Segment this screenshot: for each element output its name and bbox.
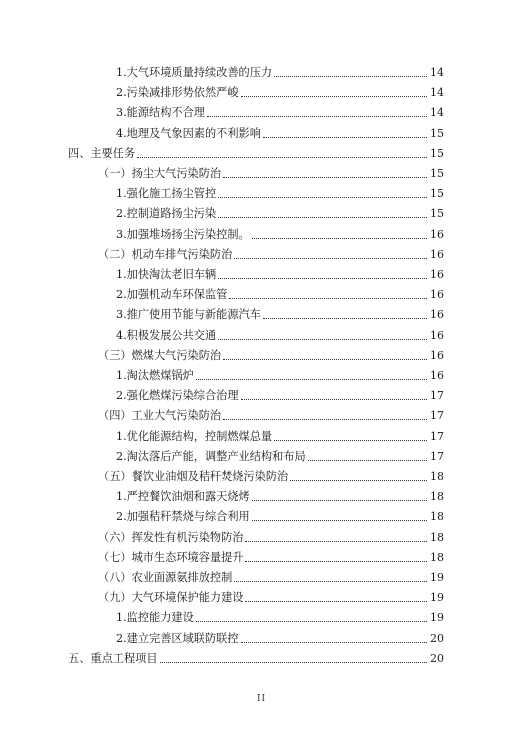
toc-entry-page-number: 18 <box>430 470 444 483</box>
toc-dot-leader <box>252 238 427 239</box>
toc-entry-page-number: 15 <box>430 126 444 140</box>
toc-entry-title: 2.加强机动车环保监管 <box>116 288 228 302</box>
toc-entry[interactable] <box>116 424 444 444</box>
toc-entry-title: （七）城市生态环境容量提升 <box>98 550 244 564</box>
toc-dot-leader <box>252 520 427 521</box>
toc-entry-title: 2.强化燃煤污染综合治理 <box>116 389 239 403</box>
toc-entry-title: 四、主要任务 <box>68 146 136 160</box>
toc-entry[interactable] <box>116 100 444 120</box>
toc-dot-leader <box>241 399 427 400</box>
toc-entry[interactable] <box>68 646 444 666</box>
toc-entry-page-number: 15 <box>430 187 444 201</box>
toc-dot-leader <box>234 581 427 582</box>
toc-entry-title: （二）机动车排气污染防治 <box>98 247 233 261</box>
toc-dot-leader <box>245 561 427 562</box>
toc-dot-leader <box>223 419 427 420</box>
toc-dot-leader <box>207 116 427 117</box>
toc-dot-leader <box>274 440 427 441</box>
toc-entry[interactable] <box>116 383 444 403</box>
toc-dot-leader <box>196 379 427 380</box>
toc-entry-page-number: 14 <box>430 106 444 120</box>
toc-entry-title: （九）大气环境保护能力建设 <box>98 591 244 605</box>
toc-dot-leader <box>263 318 427 319</box>
toc-entry[interactable] <box>98 585 444 605</box>
toc-dot-leader <box>160 662 427 663</box>
toc-entry-title: 2.淘汰落后产能，调整产业结构和布局 <box>116 449 306 463</box>
toc-entry[interactable] <box>116 181 444 201</box>
toc-entry-page-number: 15 <box>430 167 444 180</box>
toc-entry-page-number: 16 <box>430 268 444 281</box>
toc-entry-page-number: 19 <box>430 571 444 584</box>
toc-entry-page-number: 14 <box>430 66 444 79</box>
toc-entry-page-number: 16 <box>430 247 444 261</box>
toc-entry-title: 2.加强秸秆禁烧与综合利用 <box>116 510 250 524</box>
toc-entry-title: 1.淘汰燃煤锅炉 <box>116 369 194 382</box>
toc-dot-leader <box>218 339 427 340</box>
toc-entry-page-number: 17 <box>430 429 444 443</box>
toc-entry[interactable] <box>116 60 444 80</box>
toc-dot-leader <box>218 217 427 218</box>
toc-entry-page-number: 17 <box>430 409 444 423</box>
toc-dot-leader <box>241 96 427 97</box>
toc-dot-leader <box>245 601 427 602</box>
toc-entry-page-number: 18 <box>430 530 444 544</box>
toc-dot-leader <box>223 359 427 360</box>
toc-entry-page-number: 16 <box>430 328 444 342</box>
toc-dot-leader <box>263 137 427 138</box>
toc-entry[interactable] <box>116 484 444 504</box>
toc-entry-title: 4.积极发展公共交通 <box>116 328 217 342</box>
toc-entry-title: 五、重点工程项目 <box>68 651 158 665</box>
toc-dot-leader <box>218 197 427 198</box>
toc-dot-leader <box>229 298 427 299</box>
toc-entry[interactable] <box>116 80 444 100</box>
toc-entry-title: 3.加强堆场扬尘污染控制。 <box>116 227 250 241</box>
page-footer-number: II <box>256 694 267 704</box>
toc-entry-title: （八）农业面源氨排放控制 <box>98 571 233 584</box>
toc-dot-leader <box>252 500 427 501</box>
toc-entry[interactable] <box>116 222 444 242</box>
toc-dot-leader <box>274 76 427 77</box>
toc-dot-leader <box>234 258 427 259</box>
toc-entry[interactable] <box>116 282 444 302</box>
toc-entry-page-number: 20 <box>430 631 444 645</box>
toc-entry[interactable] <box>116 504 444 524</box>
toc-entry-page-number: 16 <box>430 348 444 362</box>
toc-entry-title: （六）挥发性有机污染物防治 <box>98 530 244 544</box>
toc-entry-title: 2.污染减排形势依然严峻 <box>116 86 239 100</box>
toc-entry-page-number: 19 <box>430 611 444 625</box>
toc-entry[interactable] <box>98 525 444 545</box>
toc-entry[interactable] <box>116 605 444 625</box>
toc-entry[interactable] <box>98 565 444 585</box>
toc-entry-title: （三）燃煤大气污染防治 <box>98 348 222 362</box>
toc-entry-page-number: 16 <box>430 308 444 322</box>
toc-entry-title: 1.优化能源结构，控制燃煤总量 <box>116 429 273 443</box>
toc-entry-page-number: 14 <box>430 86 444 100</box>
toc-dot-leader <box>223 177 427 178</box>
toc-entry[interactable] <box>116 323 444 343</box>
toc-entry[interactable] <box>116 121 444 141</box>
toc-dot-leader <box>196 621 427 622</box>
toc-entry-title: 1.监控能力建设 <box>116 611 194 625</box>
toc-dot-leader <box>308 460 427 461</box>
toc-entry-page-number: 20 <box>430 651 444 665</box>
toc-entry-page-number: 18 <box>430 490 444 504</box>
toc-entry-page-number: 19 <box>430 591 444 605</box>
toc-entry-page-number: 16 <box>430 369 444 382</box>
toc-entry-title: 3.能源结构不合理 <box>116 106 205 120</box>
toc-entry-title: 2.控制道路扬尘污染 <box>116 207 217 221</box>
toc-entry-title: 1.大气环境质量持续改善的压力 <box>116 66 273 79</box>
toc-dot-leader <box>218 278 427 279</box>
toc-dot-leader <box>290 480 427 481</box>
toc-entry[interactable] <box>98 545 444 565</box>
toc-entry-title: 1.加快淘汰老旧车辆 <box>116 268 217 281</box>
toc-entry-title: 2.建立完善区域联防联控 <box>116 631 239 645</box>
toc-entry[interactable] <box>98 161 444 181</box>
toc-entry[interactable] <box>68 141 444 161</box>
toc-entry-page-number: 17 <box>430 449 444 463</box>
toc-entry[interactable] <box>116 302 444 322</box>
toc-entry[interactable] <box>116 444 444 464</box>
toc-entry[interactable] <box>98 242 444 262</box>
toc-entry-title: 3.推广使用节能与新能源汽车 <box>116 308 261 322</box>
toc-entry-title: （五）餐饮业油烟及秸秆焚烧污染防治 <box>98 470 289 483</box>
toc-entry[interactable] <box>98 343 444 363</box>
toc-dot-leader <box>137 157 427 158</box>
toc-entry[interactable] <box>116 363 444 383</box>
toc-entry-page-number: 17 <box>430 389 444 403</box>
toc-dot-leader <box>241 642 427 643</box>
toc-entry-page-number: 15 <box>430 207 444 221</box>
toc-entry-title: 1.严控餐饮油烟和露天烧烤 <box>116 490 250 504</box>
toc-entry-title: （四）工业大气污染防治 <box>98 409 222 423</box>
toc-entry-page-number: 16 <box>430 227 444 241</box>
toc-entry[interactable] <box>116 262 444 282</box>
toc-dot-leader <box>245 541 427 542</box>
toc-entry-page-number: 15 <box>430 146 444 160</box>
toc-entry[interactable] <box>116 201 444 221</box>
toc-entry-page-number: 16 <box>430 288 444 302</box>
toc-entry-page-number: 18 <box>430 550 444 564</box>
toc-entry-title: 4.地理及气象因素的不利影响 <box>116 126 261 140</box>
toc-entry-title: 1.强化施工扬尘管控 <box>116 187 217 201</box>
toc-entry[interactable] <box>98 464 444 484</box>
toc-entry-page-number: 18 <box>430 510 444 524</box>
toc-entry[interactable] <box>116 626 444 646</box>
toc-entry[interactable] <box>98 403 444 423</box>
toc-entry-title: （一）扬尘大气污染防治 <box>98 167 222 180</box>
